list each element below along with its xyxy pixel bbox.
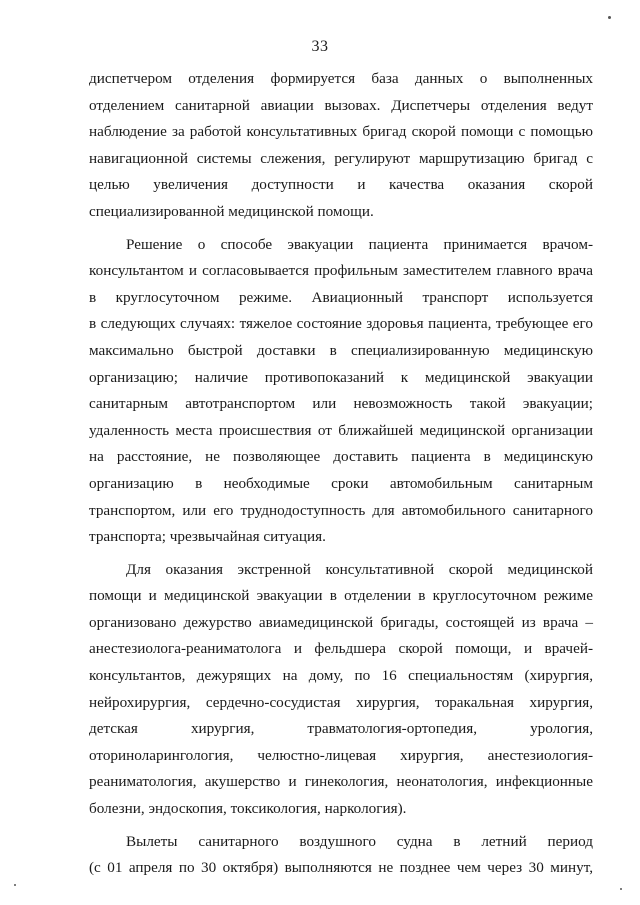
text-line: санитарным автотранспортом или невозможность такой эвакуации; [89, 395, 593, 413]
text-line: удаленность места происшествия от ближайшей медицинской организации [89, 421, 593, 439]
text-line: наблюдение за работой консультативных бригад скорой помощи с помощью [89, 123, 593, 141]
text-line: в следующих случаях: тяжелое состояние здоровья пациента, требующее его [89, 315, 593, 333]
text-line: Решение о способе эвакуации пациента принимается врачом- [126, 235, 593, 253]
text-line: анестезиолога-реаниматолога и фельдшера скорой помощи, и врачей- [89, 640, 593, 658]
text-line: помощи и медицинской эвакуации в отделении в круглосуточном режиме [89, 587, 593, 605]
text-line: транспортом, или его труднодоступность для автомобильного санитарного [89, 501, 593, 519]
text-line: детская хирургия, травматология-ортопедия, урология, [89, 720, 593, 738]
text-line: болезни, эндоскопия, токсикология, наркология). [89, 800, 407, 818]
text-line: консультантов, дежурящих на дому, по 16 специальностям (хирургия, [89, 667, 593, 685]
text-line: диспетчером отделения формируется база данных о выполненных [89, 70, 593, 87]
paragraph-4 [89, 829, 593, 882]
text-line: целью увеличения доступности и качества оказания скорой [89, 176, 593, 194]
scan-speck [620, 888, 622, 890]
paragraph-1 [89, 66, 593, 226]
text-line: нейрохирургия, сердечно-сосудистая хирургия, торакальная хирургия, [89, 693, 593, 711]
text-line: навигационной системы слежения, регулируют маршрутизацию бригад с [89, 149, 593, 167]
text-line: на расстояние, не позволяющее доставить пациента в медицинскую [89, 448, 593, 466]
paragraph-2 [89, 232, 593, 551]
scan-speck [608, 16, 611, 19]
text-line: отделением санитарной авиации вызовах. Диспетчеры отделения ведут [89, 96, 593, 114]
text-line: организацию в необходимые сроки автомобильным санитарным [89, 474, 593, 492]
text-line: Для оказания экстренной консультативной скорой медицинской [126, 560, 593, 578]
body-text [89, 66, 593, 882]
text-line: организовано дежурство авиамедицинской бригады, состоящей из врача – [89, 613, 593, 631]
text-line: Вылеты санитарного воздушного судна в летний период [126, 832, 593, 850]
text-line: реаниматология, акушерство и гинекология, неонатология, инфекционные [89, 773, 593, 791]
text-line: организацию; наличие противопоказаний к медицинской эвакуации [89, 368, 593, 386]
text-line: максимально быстрой доставки в специализированную медицинскую [89, 341, 593, 359]
text-line: консультантом и согласовывается профильным заместителем главного врача [89, 262, 593, 280]
text-line: транспорта; чрезвычайная ситуация. [89, 528, 326, 546]
paragraph-3 [89, 557, 593, 823]
text-line: в круглосуточном режиме. Авиационный транспорт используется [89, 288, 593, 306]
text-line: оториноларингология, челюстно-лицевая хирургия, анестезиология- [89, 746, 593, 764]
text-line: (с 01 апреля по 30 октября) выполняются не позднее чем через 30 минут, [89, 859, 593, 877]
scan-speck [14, 884, 16, 886]
text-line: специализированной медицинской помощи. [89, 202, 374, 220]
page-number: 33 [311, 38, 329, 55]
